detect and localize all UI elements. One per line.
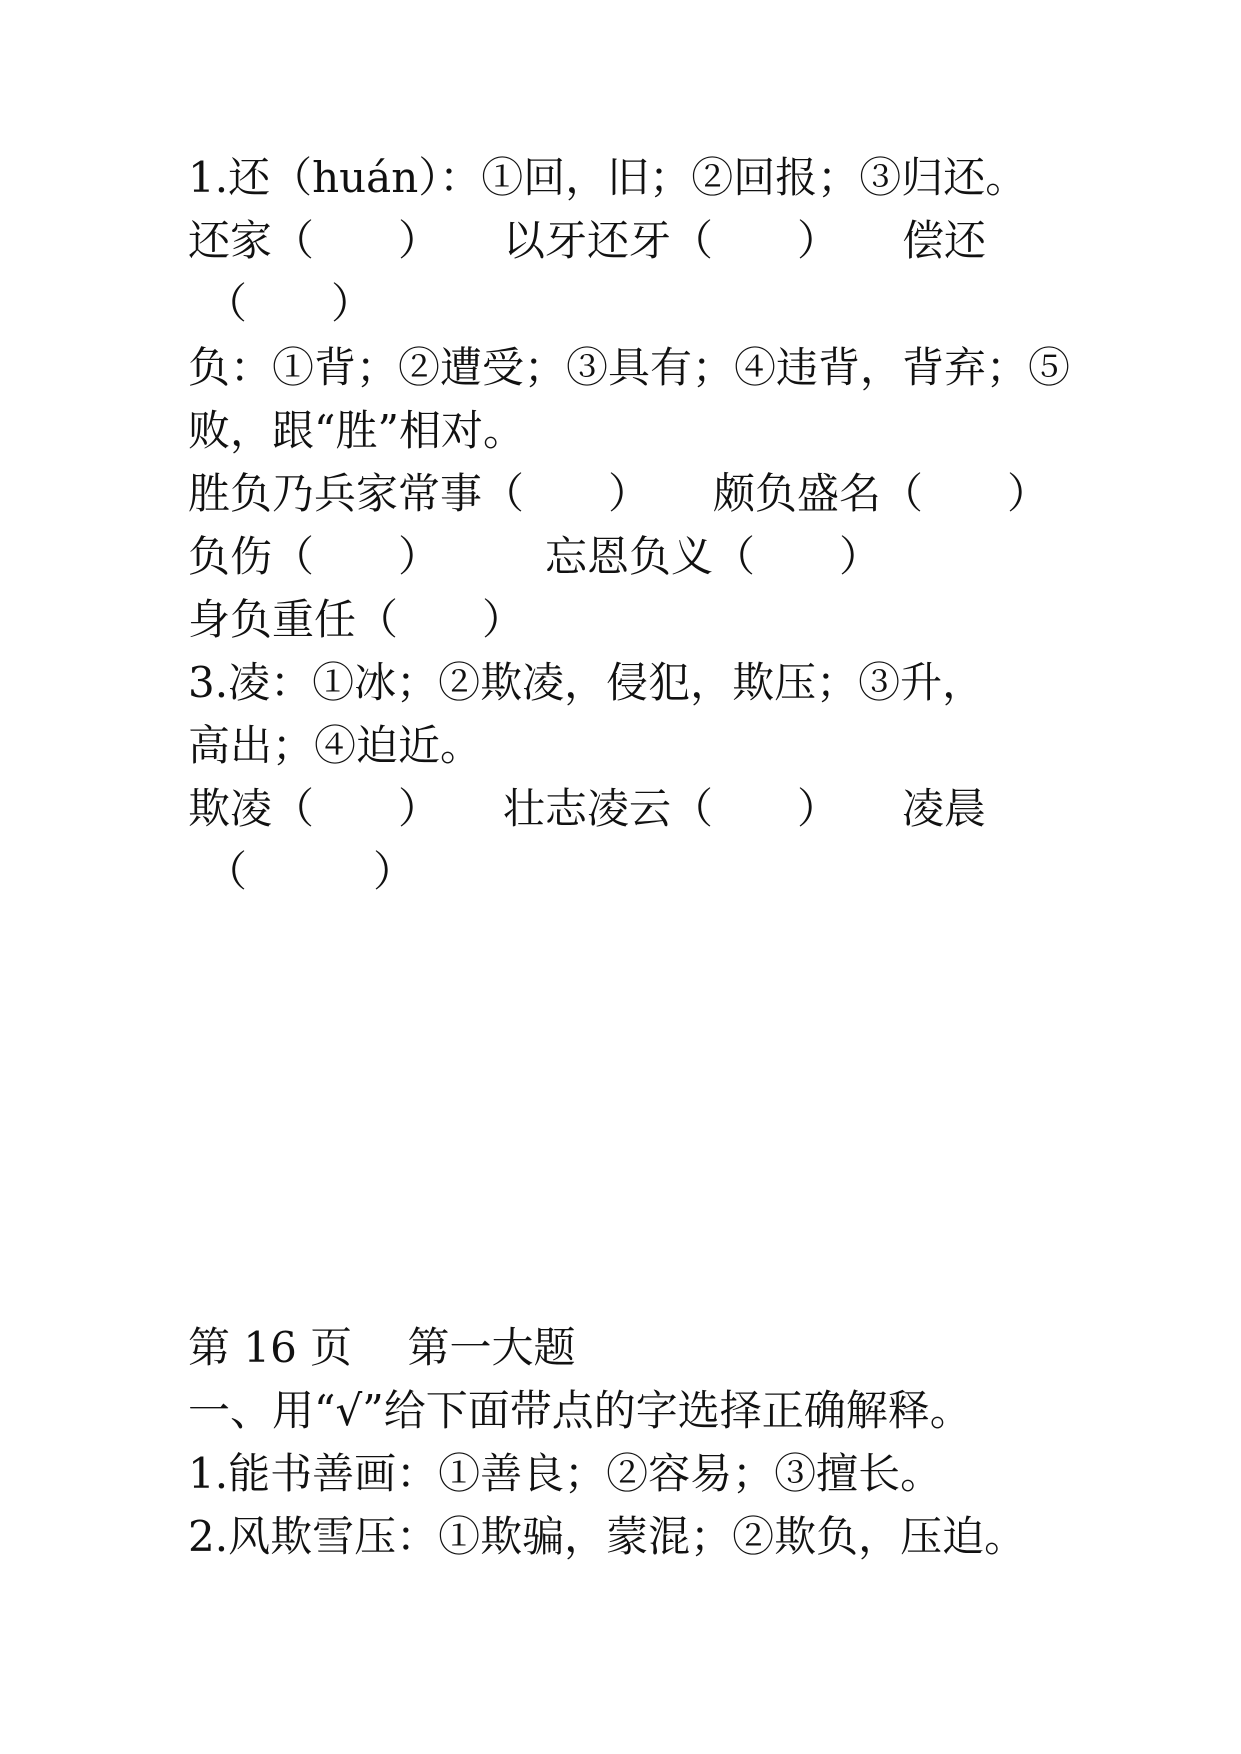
text-line: 身负重任（ ）	[188, 595, 525, 644]
text-line: 欺凌（ ） 壮志凌云（ ） 凌晨	[188, 784, 987, 833]
text-line: 3.凌：①冰；②欺凌，侵犯，欺压；③升，	[188, 658, 985, 707]
text-line: 负：①背；②遭受；③具有；④违背，背弃；⑤	[188, 343, 1071, 392]
text-line: 1.还（huán）：①回，旧；②回报；③归还。	[188, 153, 1028, 202]
text-line: 还家（ ） 以牙还牙（ ） 偿还	[188, 216, 987, 265]
section-heading: 第 16 页 第一大题	[188, 1323, 576, 1372]
text-line: 一、用“√”给下面带点的字选择正确解释。	[188, 1386, 972, 1435]
text-line: （ ）	[205, 847, 416, 896]
text-line: 1.能书善画：①善良；②容易；③擅长。	[188, 1449, 943, 1498]
text-line: （ ）	[205, 279, 374, 328]
text-line: 2.风欺雪压：①欺骗，蒙混；②欺负，压迫。	[188, 1512, 1027, 1561]
text-line: 胜负乃兵家常事（ ） 颇负盛名（ ）	[188, 469, 1050, 518]
text-line: 负伤（ ） 忘恩负义（ ）	[188, 532, 882, 581]
text-line: 高出；④迫近。	[188, 721, 483, 770]
text-line: 败，跟“胜”相对。	[188, 406, 525, 455]
